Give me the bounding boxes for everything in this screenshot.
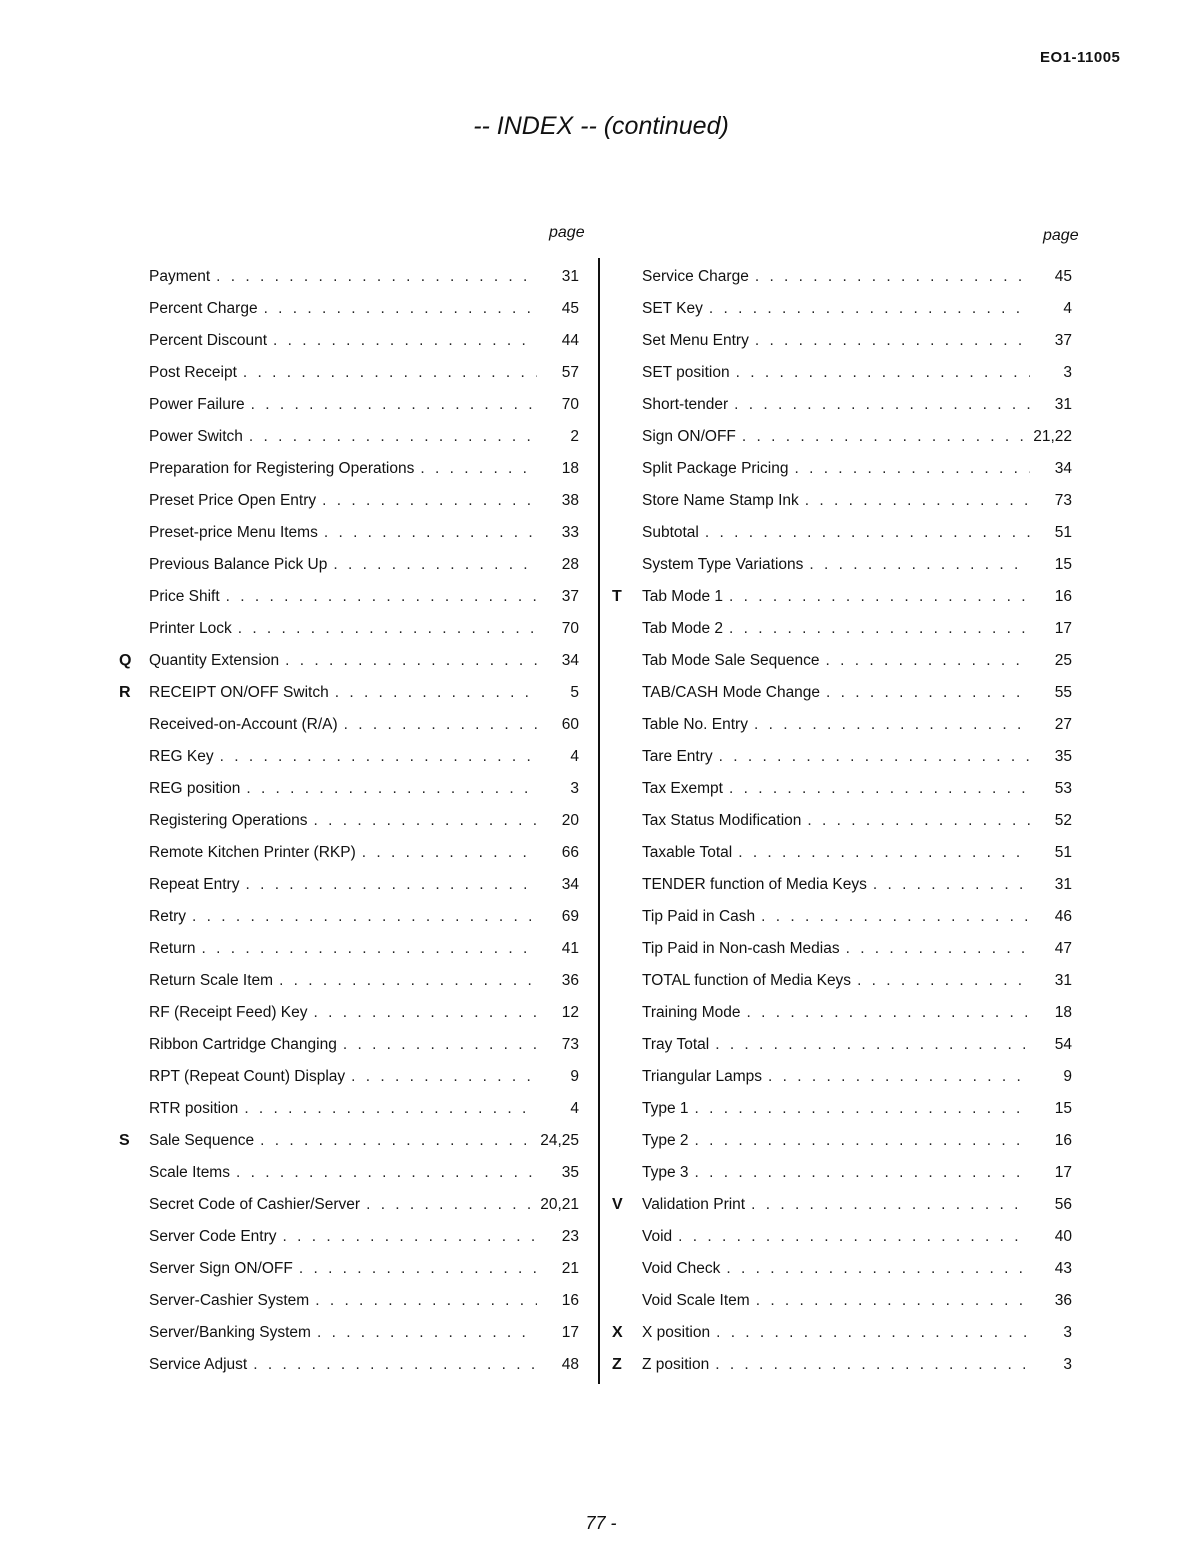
index-entry	[642, 649, 1072, 681]
index-term: Printer Lock	[149, 620, 232, 637]
index-entry	[149, 361, 579, 393]
dot-leader	[726, 1257, 1030, 1281]
index-term: Void	[642, 1228, 673, 1245]
dot-leader	[238, 617, 537, 641]
index-entry	[612, 585, 1072, 617]
index-entry	[119, 681, 579, 713]
dot-leader	[202, 937, 537, 961]
index-page-ref: 73	[1054, 492, 1072, 509]
index-page-ref: 3	[1063, 1356, 1072, 1373]
index-term: Secret Code of Cashier/Server	[149, 1196, 361, 1213]
index-page-ref: 21	[561, 1260, 579, 1277]
dot-leader	[736, 361, 1030, 385]
dot-leader	[264, 297, 537, 321]
index-entry	[642, 329, 1072, 361]
dot-leader	[299, 1257, 537, 1281]
index-page-ref: 31	[1054, 876, 1072, 893]
dot-leader	[249, 425, 537, 449]
dot-leader	[695, 1097, 1030, 1121]
index-term: Triangular Lamps	[642, 1068, 763, 1085]
index-page-ref: 56	[1054, 1196, 1072, 1213]
section-letter: T	[612, 588, 622, 605]
dot-leader	[333, 553, 537, 577]
index-term: Repeat Entry	[149, 876, 240, 893]
index-page-ref: 31	[561, 268, 579, 285]
section-letter: S	[119, 1132, 130, 1149]
index-term: TAB/CASH Mode Change	[642, 684, 821, 701]
dot-leader	[244, 1097, 537, 1121]
dot-leader	[226, 585, 537, 609]
index-entry	[149, 585, 579, 617]
index-entry	[119, 1129, 579, 1161]
column-divider	[598, 258, 600, 1384]
dot-leader	[245, 873, 537, 897]
index-term: Void Check	[642, 1260, 721, 1277]
index-term: Scale Items	[149, 1164, 230, 1181]
index-term: Table No. Entry	[642, 716, 748, 733]
dot-leader	[756, 1289, 1030, 1313]
index-term: Server Sign ON/OFF	[149, 1260, 293, 1277]
index-page-ref: 70	[561, 620, 579, 637]
index-entry	[149, 937, 579, 969]
index-entry	[642, 489, 1072, 521]
dot-leader	[729, 585, 1030, 609]
index-page-ref: 33	[561, 524, 579, 541]
index-term: Return Scale Item	[149, 972, 274, 989]
index-term: Server-Cashier System	[149, 1292, 310, 1309]
dot-leader	[343, 1033, 537, 1057]
section-letter: Z	[612, 1356, 622, 1373]
index-term: Percent Discount	[149, 332, 268, 349]
index-term: REG position	[149, 780, 241, 797]
dot-leader	[755, 329, 1030, 353]
dot-leader	[279, 969, 537, 993]
index-entry	[642, 905, 1072, 937]
index-term: Taxable Total	[642, 844, 733, 861]
dot-leader	[192, 905, 537, 929]
index-term: Tax Exempt	[642, 780, 723, 797]
dot-leader	[216, 265, 537, 289]
index-page-ref: 3	[1063, 364, 1072, 381]
index-entry	[149, 1321, 579, 1353]
index-term: Sale Sequence	[149, 1132, 255, 1149]
index-term: Service Adjust	[149, 1356, 248, 1373]
index-term: Tip Paid in Non-cash Medias	[642, 940, 840, 957]
index-entry	[642, 265, 1072, 297]
index-term: Server/Banking System	[149, 1324, 311, 1341]
index-term: Tare Entry	[642, 748, 713, 765]
index-entry	[642, 457, 1072, 489]
index-entry	[642, 425, 1072, 457]
index-page-ref: 41	[561, 940, 579, 957]
dot-leader	[729, 777, 1030, 801]
index-entry	[149, 745, 579, 777]
index-page-ref: 53	[1054, 780, 1072, 797]
index-page-ref: 4	[570, 748, 579, 765]
index-entry	[642, 1097, 1072, 1129]
index-entry	[612, 1353, 1072, 1385]
index-term: Preset Price Open Entry	[149, 492, 317, 509]
dot-leader	[768, 1065, 1030, 1089]
index-page-ref: 18	[1054, 1004, 1072, 1021]
index-entry	[149, 265, 579, 297]
dot-leader	[322, 489, 537, 513]
index-page-ref: 45	[1054, 268, 1072, 285]
index-term: Remote Kitchen Printer (RKP)	[149, 844, 356, 861]
index-page-ref: 17	[561, 1324, 579, 1341]
index-term: Ribbon Cartridge Changing	[149, 1036, 337, 1053]
dot-leader	[283, 1225, 538, 1249]
index-page-ref: 45	[561, 300, 579, 317]
dot-leader	[253, 1353, 537, 1377]
index-entry	[642, 1161, 1072, 1193]
index-term: TENDER function of Media Keys	[642, 876, 867, 893]
page-number: 77 -	[585, 1513, 617, 1533]
index-page-ref: 12	[561, 1004, 579, 1021]
index-term: REG Key	[149, 748, 214, 765]
index-entry	[149, 521, 579, 553]
dot-leader	[742, 425, 1027, 449]
index-page-ref: 60	[561, 716, 579, 733]
index-page-ref: 9	[1063, 1068, 1072, 1085]
left-page-heading: page	[549, 224, 585, 241]
dot-leader	[246, 777, 537, 801]
index-entry	[642, 521, 1072, 553]
index-term: Retry	[149, 908, 187, 925]
dot-leader	[362, 841, 537, 865]
index-page-ref: 37	[561, 588, 579, 605]
index-page-ref: 15	[1054, 556, 1072, 573]
dot-leader	[809, 553, 1030, 577]
dot-leader	[695, 1161, 1030, 1185]
index-term: Previous Balance Pick Up	[149, 556, 328, 573]
index-column-right	[612, 265, 1072, 1385]
index-page-ref: 21,22	[1033, 428, 1072, 445]
index-entry	[149, 425, 579, 457]
index-term: Type 2	[642, 1132, 689, 1149]
index-page-ref: 51	[1054, 844, 1072, 861]
index-entry	[642, 1065, 1072, 1097]
index-entry	[149, 329, 579, 361]
index-page-ref: 36	[1054, 1292, 1072, 1309]
index-page-ref: 2	[570, 428, 579, 445]
index-page-ref: 34	[1054, 460, 1072, 477]
index-page-ref: 43	[1054, 1260, 1072, 1277]
index-page-ref: 37	[1054, 332, 1072, 349]
dot-leader	[715, 1033, 1030, 1057]
index-entry	[642, 809, 1072, 841]
index-entry	[642, 297, 1072, 329]
dot-leader	[366, 1193, 534, 1217]
index-page-ref: 52	[1054, 812, 1072, 829]
index-entry	[642, 617, 1072, 649]
index-entry	[149, 617, 579, 649]
index-entry	[642, 937, 1072, 969]
index-page-ref: 31	[1054, 972, 1072, 989]
dot-leader	[705, 521, 1030, 545]
dot-leader	[260, 1129, 534, 1153]
index-term: Void Scale Item	[642, 1292, 750, 1309]
index-page-ref: 4	[1063, 300, 1072, 317]
dot-leader	[826, 681, 1030, 705]
index-term: Tax Status Modification	[642, 812, 802, 829]
dot-leader	[846, 937, 1030, 961]
dot-leader	[826, 649, 1030, 673]
index-term: Store Name Stamp Ink	[642, 492, 799, 509]
index-page-ref: 17	[1054, 620, 1072, 637]
index-page-ref: 16	[1054, 588, 1072, 605]
index-entry	[149, 1193, 579, 1225]
index-term: Payment	[149, 268, 211, 285]
index-page-ref: 20,21	[540, 1196, 579, 1213]
index-page-ref: 17	[1054, 1164, 1072, 1181]
index-page-ref: 55	[1054, 684, 1072, 701]
dot-leader	[807, 809, 1030, 833]
index-term: Tab Mode 2	[642, 620, 723, 637]
dot-leader	[251, 393, 537, 417]
index-page-ref: 70	[561, 396, 579, 413]
index-entry	[149, 393, 579, 425]
index-term: Tab Mode Sale Sequence	[642, 652, 820, 669]
index-entry	[149, 489, 579, 521]
index-entry	[612, 1193, 1072, 1225]
index-entry	[149, 873, 579, 905]
index-term: Sign ON/OFF	[642, 428, 736, 445]
index-entry	[149, 1033, 579, 1065]
index-term: Tray Total	[642, 1036, 710, 1053]
index-entry	[149, 1353, 579, 1385]
index-page-ref: 9	[570, 1068, 579, 1085]
index-page-ref: 44	[561, 332, 579, 349]
dot-leader	[747, 1001, 1030, 1025]
dot-leader	[243, 361, 537, 385]
index-term: Post Receipt	[149, 364, 237, 381]
dot-leader	[716, 1321, 1030, 1345]
index-term: Split Package Pricing	[642, 460, 789, 477]
index-page-ref: 51	[1054, 524, 1072, 541]
dot-leader	[695, 1129, 1030, 1153]
index-term: Subtotal	[642, 524, 699, 541]
index-entry	[642, 1001, 1072, 1033]
dot-leader	[315, 1289, 537, 1313]
index-page-ref: 18	[561, 460, 579, 477]
index-term: Tip Paid in Cash	[642, 908, 756, 925]
index-term: Z position	[642, 1356, 710, 1373]
index-page-ref: 46	[1054, 908, 1072, 925]
dot-leader	[678, 1225, 1030, 1249]
index-entry	[642, 969, 1072, 1001]
dot-leader	[314, 1001, 538, 1025]
dot-leader	[794, 457, 1030, 481]
section-letter: X	[612, 1324, 623, 1341]
index-term: System Type Variations	[642, 556, 804, 573]
index-term: Validation Print	[642, 1196, 746, 1213]
dot-leader	[317, 1321, 537, 1345]
index-page-ref: 31	[1054, 396, 1072, 413]
index-term: Return	[149, 940, 196, 957]
dot-leader	[335, 681, 537, 705]
index-page-ref: 16	[561, 1292, 579, 1309]
dot-leader	[729, 617, 1030, 641]
index-page-ref: 27	[1054, 716, 1072, 733]
index-entry	[149, 905, 579, 937]
index-entry	[149, 841, 579, 873]
index-entry	[149, 1161, 579, 1193]
index-entry	[149, 1097, 579, 1129]
index-term: Quantity Extension	[149, 652, 280, 669]
index-entry	[642, 1129, 1072, 1161]
index-entry	[642, 1225, 1072, 1257]
dot-leader	[236, 1161, 537, 1185]
page-title: -- INDEX -- (continued)	[473, 112, 729, 140]
dot-leader	[709, 297, 1030, 321]
index-entry	[149, 1289, 579, 1321]
index-page-ref: 66	[561, 844, 579, 861]
index-page-ref: 5	[570, 684, 579, 701]
index-entry	[642, 553, 1072, 585]
index-entry	[642, 361, 1072, 393]
section-letter: R	[119, 684, 131, 701]
index-entry	[119, 649, 579, 681]
index-entry	[149, 809, 579, 841]
index-page-ref: 40	[1054, 1228, 1072, 1245]
document-id: EO1-11005	[1040, 49, 1121, 66]
index-page-ref: 69	[561, 908, 579, 925]
dot-leader	[734, 393, 1030, 417]
dot-leader	[873, 873, 1030, 897]
index-page-ref: 3	[570, 780, 579, 797]
index-term: TOTAL function of Media Keys	[642, 972, 852, 989]
index-page-ref: 47	[1054, 940, 1072, 957]
index-page-ref: 35	[1054, 748, 1072, 765]
index-term: X position	[642, 1324, 711, 1341]
index-page-ref: 23	[561, 1228, 579, 1245]
index-entry	[642, 713, 1072, 745]
index-term: Price Shift	[149, 588, 220, 605]
index-term: Preparation for Registering Operations	[149, 460, 415, 477]
index-page-ref: 57	[561, 364, 579, 381]
index-page-ref: 15	[1054, 1100, 1072, 1117]
index-term: RTR position	[149, 1100, 239, 1117]
index-entry	[642, 1257, 1072, 1289]
index-page-ref: 36	[561, 972, 579, 989]
index-entry	[642, 745, 1072, 777]
index-term: Preset-price Menu Items	[149, 524, 318, 541]
index-page-ref: 28	[561, 556, 579, 573]
index-entry	[149, 1257, 579, 1289]
index-entry	[642, 681, 1072, 713]
dot-leader	[754, 713, 1030, 737]
index-term: RPT (Repeat Count) Display	[149, 1068, 346, 1085]
dot-leader	[285, 649, 537, 673]
index-term: Received-on-Account (R/A)	[149, 716, 338, 733]
index-column-left	[119, 265, 579, 1385]
index-entry	[642, 393, 1072, 425]
dot-leader	[273, 329, 537, 353]
dot-leader	[324, 521, 537, 545]
dot-leader	[715, 1353, 1030, 1377]
index-page-ref: 25	[1054, 652, 1072, 669]
index-entry	[612, 1321, 1072, 1353]
dot-leader	[738, 841, 1030, 865]
index-entry	[642, 873, 1072, 905]
index-term: RF (Receipt Feed) Key	[149, 1004, 308, 1021]
index-term: Training Mode	[642, 1004, 741, 1021]
index-page-ref: 24,25	[540, 1132, 579, 1149]
index-term: Percent Charge	[149, 300, 258, 317]
dot-leader	[220, 745, 537, 769]
index-entry	[149, 553, 579, 585]
index-term: Short-tender	[642, 396, 729, 413]
index-entry	[149, 1065, 579, 1097]
dot-leader	[314, 809, 537, 833]
index-term: Type 1	[642, 1100, 689, 1117]
section-letter: V	[612, 1196, 623, 1213]
index-entry	[149, 777, 579, 809]
index-page-ref: 3	[1063, 1324, 1072, 1341]
dot-leader	[351, 1065, 537, 1089]
index-entry	[149, 457, 579, 489]
index-entry	[642, 777, 1072, 809]
index-term: RECEIPT ON/OFF Switch	[149, 684, 329, 701]
index-page-ref: 34	[561, 652, 579, 669]
index-page-ref: 54	[1054, 1036, 1072, 1053]
index-page-ref: 4	[570, 1100, 579, 1117]
index-entry	[149, 969, 579, 1001]
index-entry	[642, 1289, 1072, 1321]
dot-leader	[420, 457, 537, 481]
index-term: Set Menu Entry	[642, 332, 749, 349]
index-term: Tab Mode 1	[642, 588, 723, 605]
index-page-ref: 35	[561, 1164, 579, 1181]
index-page-ref: 38	[561, 492, 579, 509]
index-entry	[642, 841, 1072, 873]
index-entry	[149, 297, 579, 329]
index-page-ref: 20	[561, 812, 579, 829]
dot-leader	[755, 265, 1030, 289]
index-term: SET Key	[642, 300, 703, 317]
right-page-heading: page	[1043, 227, 1079, 244]
dot-leader	[761, 905, 1030, 929]
index-term: SET position	[642, 364, 730, 381]
section-letter: Q	[119, 652, 132, 669]
index-page-ref: 16	[1054, 1132, 1072, 1149]
index-entry	[642, 1033, 1072, 1065]
index-term: Service Charge	[642, 268, 749, 285]
index-entry	[149, 1225, 579, 1257]
index-page-ref: 73	[561, 1036, 579, 1053]
dot-leader	[344, 713, 537, 737]
index-term: Server Code Entry	[149, 1228, 277, 1245]
index-term: Registering Operations	[149, 812, 308, 829]
index-term: Power Switch	[149, 428, 243, 445]
index-term: Type 3	[642, 1164, 689, 1181]
dot-leader	[751, 1193, 1030, 1217]
index-entry	[149, 713, 579, 745]
dot-leader	[719, 745, 1030, 769]
index-term: Power Failure	[149, 396, 245, 413]
dot-leader	[805, 489, 1030, 513]
index-page-ref: 34	[561, 876, 579, 893]
index-entry	[149, 1001, 579, 1033]
index-page-ref: 48	[561, 1356, 579, 1373]
dot-leader	[857, 969, 1030, 993]
